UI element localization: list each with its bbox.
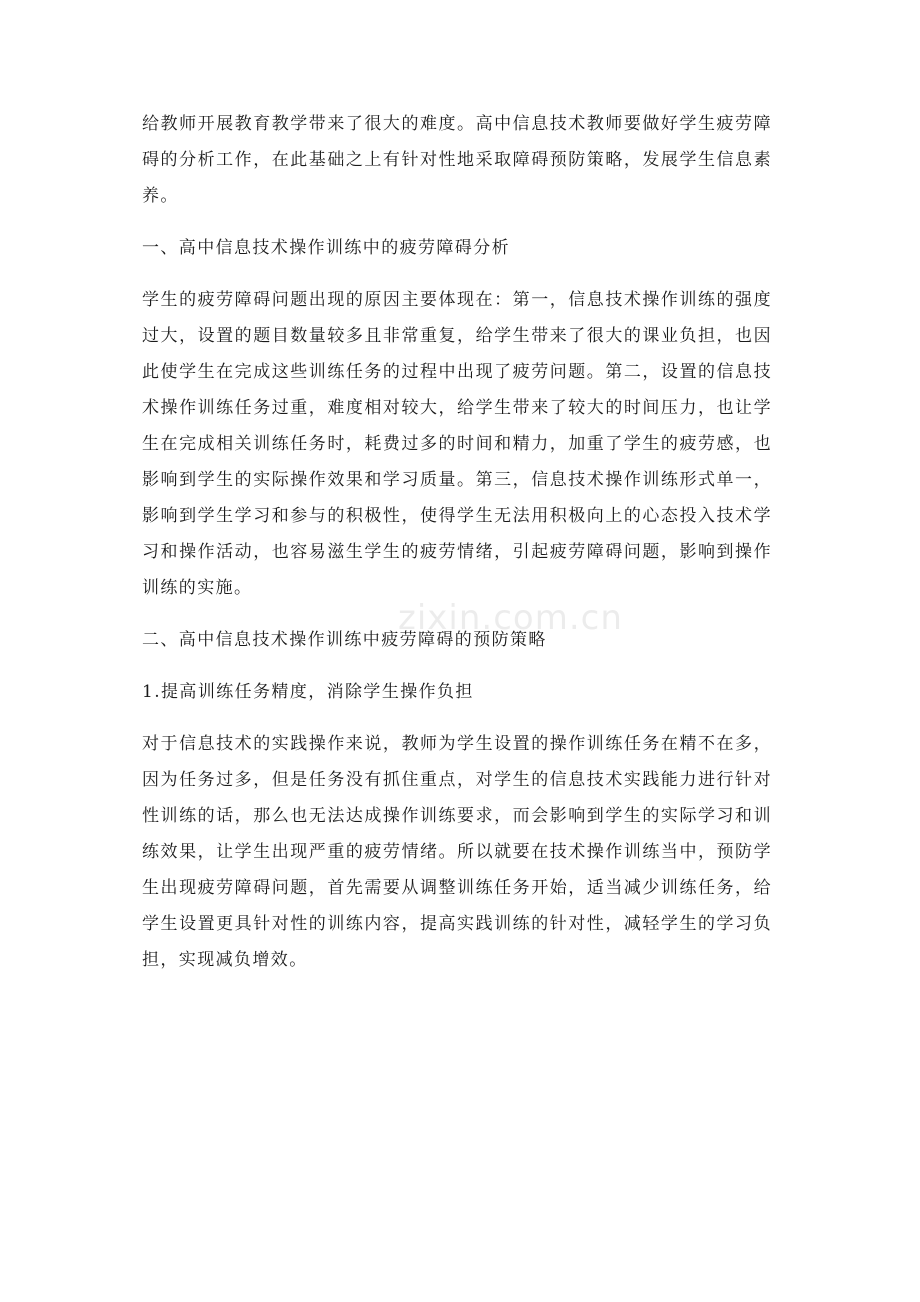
paragraph-intro: 给教师开展教育教学带来了很大的难度。高中信息技术教师要做好学生疲劳障碍的分析工作，在此基础之上有针对性地采取障碍预防策略，发展学生信息素养。 — [142, 114, 772, 206]
section-heading-1: 一、高中信息技术操作训练中的疲劳障碍分析 — [142, 238, 510, 258]
subsection-heading-1: 1.提高训练任务精度，消除学生操作负担 — [142, 682, 474, 702]
paragraph-analysis: 学生的疲劳障碍问题出现的原因主要体现在：第一，信息技术操作训练的强度过大，设置的题目数量较多且非常重复，给学生带来了很大的课业负担，也因此使学生在完成这些训练任务的过程中出现了疲劳问题。第二，设置的信息技术操作训练任务过重，难度相对较大，给学生带来了较大的时间压力，也让学生在完成相关训练任务时，耗费过多的时间和精力，加重了学生的疲劳感，也影响到学生的实际操作效果和学习质量。第三，信息技术操作训练形式单一，影响到学生学习和参与的积极性，使得学生无法用积极向上的心态投入技术学习和操作活动，也容易滋生学生的疲劳情绪，引起疲劳障碍问题，影响到操作训练的实施。 — [142, 290, 772, 598]
section-heading-2: 二、高中信息技术操作训练中疲劳障碍的预防策略 — [142, 630, 547, 650]
document-body — [142, 106, 772, 994]
paragraph-strategy-1: 对于信息技术的实践操作来说，教师为学生设置的操作训练任务在精不在多，因为任务过多，但是任务没有抓住重点，对学生的信息技术实践能力进行针对性训练的话，那么也无法达成操作训练要求，而会影响到学生的实际学习和训练效果，让学生出现严重的疲劳情绪。所以就要在技术操作训练当中，预防学生出现疲劳障碍问题，首先需要从调整训练任务开始，适当减少训练任务，给学生设置更具针对性的训练内容，提高实践训练的针对性，减轻学生的学习负担，实现减负增效。 — [142, 734, 772, 970]
watermark-text: zixin.com.cn — [398, 598, 623, 638]
